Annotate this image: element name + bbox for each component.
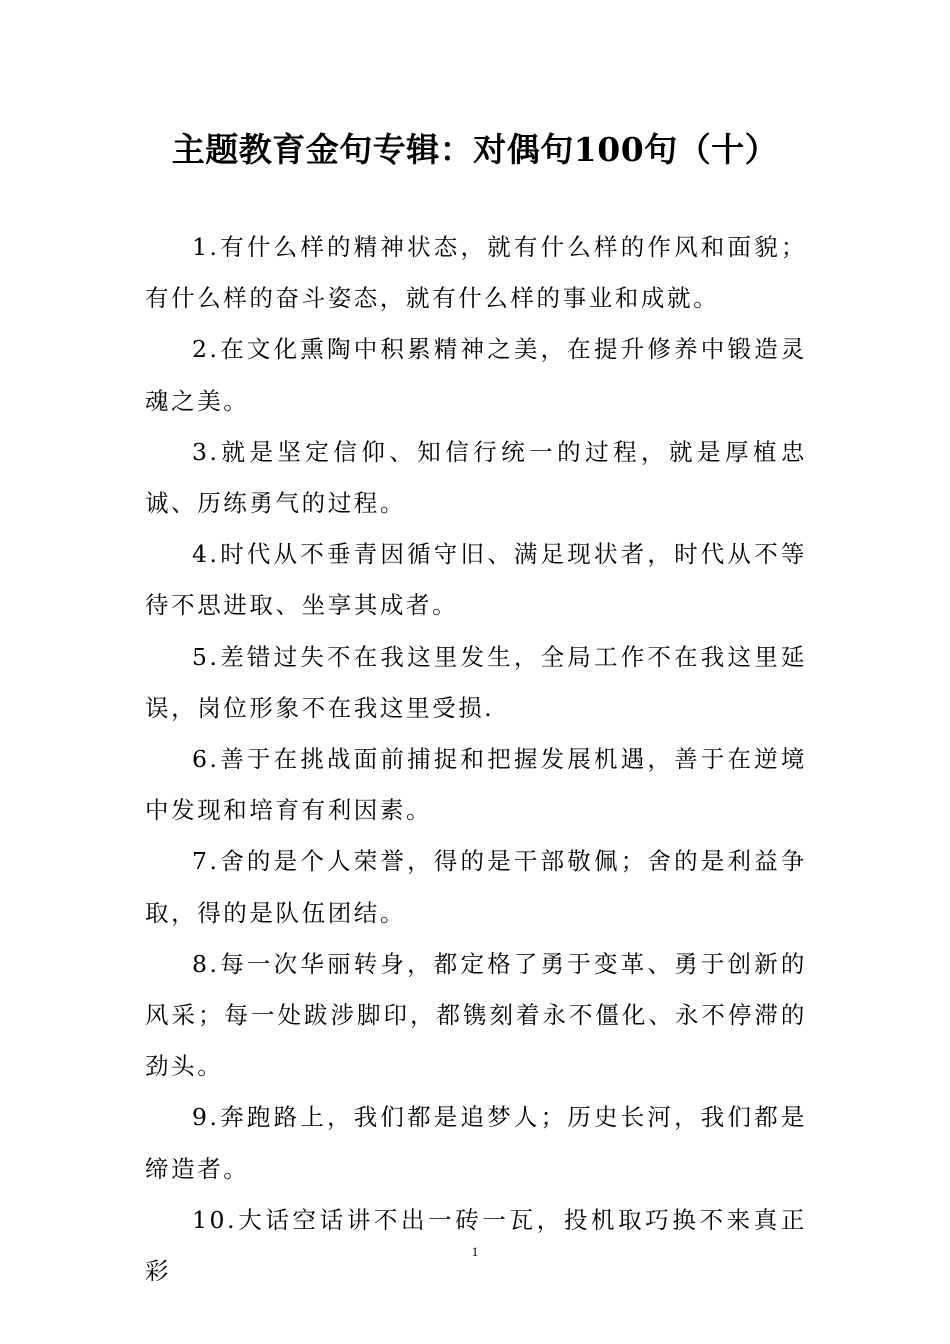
- paragraph-5: 5.差错过失不在我这里发生，全局工作不在我这里延误，岗位形象不在我这里受损.: [145, 642, 807, 722]
- paragraph-1: 1.有什么样的精神状态，就有什么样的作风和面貌；有什么样的奋斗姿态，就有什么样的事业和成就。: [145, 233, 807, 313]
- paragraph-4: 4.时代从不垂青因循守旧、满足现状者，时代从不等待不思进取、坐享其成者。: [145, 540, 807, 620]
- paragraph-10: 10.大话空话讲不出一砖一瓦，投机取巧换不来真正彩: [145, 1205, 807, 1286]
- paragraph-6: 6.善于在挑战面前捕捉和把握发展机遇，善于在逆境中发现和培育有利因素。: [145, 745, 807, 825]
- paragraph-3: 3.就是坚定信仰、知信行统一的过程，就是厚植忠诚、历练勇气的过程。: [145, 437, 807, 518]
- paragraph-8: 8.每一次华丽转身，都定格了勇于变革、勇于创新的风采；每一处跋涉脚印，都镌刻着永不僵化、永不停滞的劲头。: [145, 949, 807, 1081]
- paragraph-2: 2.在文化熏陶中积累精神之美，在提升修养中锻造灵魂之美。: [145, 335, 807, 415]
- document-title: 主题教育金句专辑：对偶句100句（十）: [171, 130, 779, 169]
- document-body: [145, 222, 807, 1297]
- paragraph-7: 7.舍的是个人荣誉，得的是干部敬佩；舍的是利益争取，得的是队伍团结。: [145, 847, 807, 927]
- paragraph-9: 9.奔跑路上，我们都是追梦人；历史长河，我们都是缔造者。: [145, 1103, 807, 1183]
- page-number: 1: [471, 1244, 479, 1259]
